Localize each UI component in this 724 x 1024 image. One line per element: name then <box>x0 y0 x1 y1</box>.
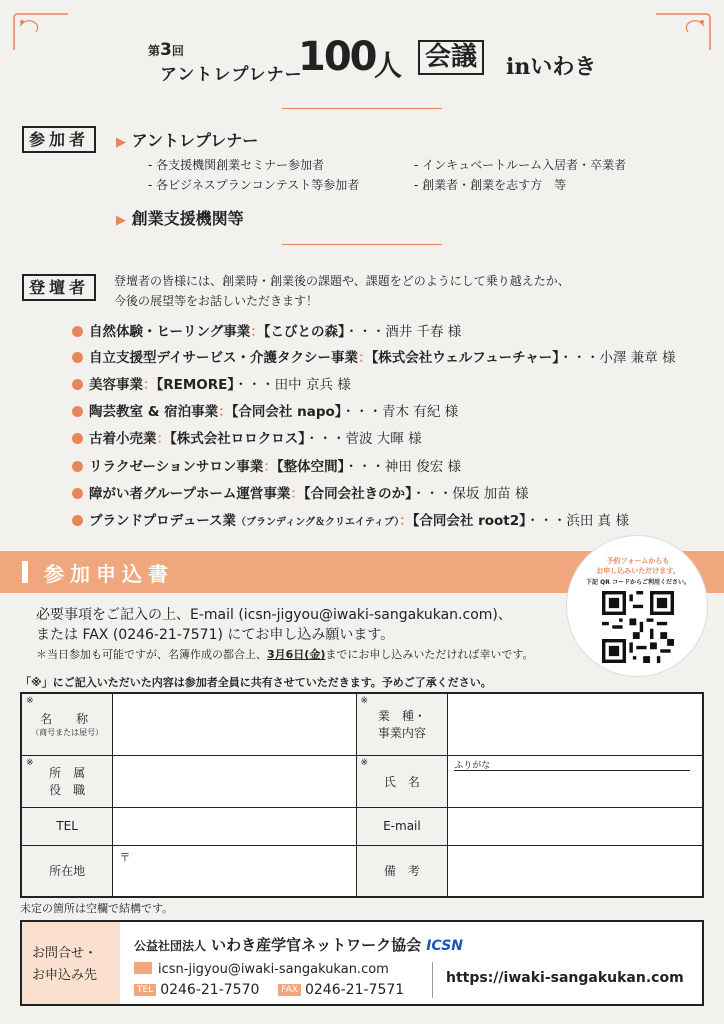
furigana-label: ふりがな <box>454 760 491 771</box>
application-title: 参加申込書 <box>44 562 174 586</box>
bullet-icon <box>72 406 83 417</box>
speakers-intro-2: 今後の展望等をお話しいただきます！ <box>114 294 319 308</box>
bullet-icon <box>72 326 83 337</box>
edition-label: 第3回 <box>148 40 184 60</box>
contact-label-2: お申込み先 <box>32 968 98 983</box>
contact-phone: TEL 0246-21-7570 FAX 0246-21-7571 <box>134 982 404 998</box>
tel-label: TEL <box>21 807 113 845</box>
speaker-item: リラクゼーションサロン事業：【整体空間】・・・神田 俊宏 様 <box>72 455 461 475</box>
address-field[interactable] <box>113 845 356 897</box>
affiliation-field[interactable] <box>113 755 356 807</box>
address-label: 所在地 <box>21 845 113 897</box>
qr-text-1: 予約フォームからも <box>606 557 670 565</box>
title-city: inいわき <box>506 54 597 80</box>
qr-text-3: 下記 QR コードからご利用ください。 <box>586 579 690 586</box>
person-name-label: ※ 氏 名 <box>356 755 448 807</box>
participant-item: - 各支援機関創業セミナー参加者 <box>148 158 325 172</box>
email-label: E-mail <box>356 807 448 845</box>
participants-group2: ▶ 創業支援機関等 <box>116 209 244 228</box>
bullet-icon <box>72 488 83 499</box>
title-boxed-kaigi: 会議 <box>418 40 484 75</box>
application-line-1: 必要事項をご記入の上、E-mail (icsn-jigyou@iwaki-sangakukan.com)、 <box>36 607 512 623</box>
qr-callout <box>566 535 708 677</box>
form-footnote: 未定の箇所は空欄で結構です。 <box>20 902 174 915</box>
fax-badge: FAX <box>278 984 301 996</box>
divider <box>282 244 442 245</box>
title-number: 100 <box>298 34 376 80</box>
name-label: ※ 名 称 （商号または屋号） <box>21 693 113 755</box>
application-note: ＊当日参加も可能ですが、名簿作成の都合上、3月6日(金)までにお申し込みいただければ幸いです。 <box>36 648 534 661</box>
speaker-item: 陶芸教室 & 宿泊事業：【合同会社 napo】・・・青木 有紀 様 <box>72 400 458 420</box>
furigana-line <box>454 770 690 771</box>
band-bar <box>22 561 28 583</box>
speaker-item: ブランドプロデュース業（ブランディング＆クリエイティブ）：【合同会社 root2】・・・浜田 真 様 <box>72 509 629 529</box>
share-note: 「※」にご記入いただいた内容は参加者全員に共有させていただきます。予めご了承ください。 <box>20 676 492 689</box>
contact-email[interactable]: icsn-jigyou@iwaki-sangakukan.com <box>134 962 389 977</box>
event-title <box>148 30 608 90</box>
contact-url[interactable]: https://iwaki-sangakukan.com <box>446 970 684 986</box>
application-form <box>20 692 704 898</box>
industry-field[interactable] <box>448 693 703 755</box>
speaker-item: 古着小売業：【株式会社ロロクロス】・・・菅波 大暉 様 <box>72 427 422 447</box>
participants-label: 参加者 <box>22 126 96 153</box>
tel-badge: TEL <box>134 984 156 996</box>
speaker-item: 自立支援型デイサービス・介護タクシー事業：【株式会社ウェルフューチャー】・・・小澤 兼章 様 <box>72 346 676 366</box>
title-people: 人 <box>374 49 403 82</box>
speaker-item: 自然体験・ヒーリング事業：【こびとの森】・・・酒井 千春 様 <box>72 320 461 340</box>
postal-mark: 〒 <box>119 850 131 864</box>
bullet-icon <box>72 433 83 444</box>
mail-icon <box>134 962 152 974</box>
bullet-icon <box>72 352 83 363</box>
remarks-field[interactable] <box>448 845 703 897</box>
contact-label-1: お問合せ・ <box>32 946 98 961</box>
contact-label-area <box>22 922 120 1004</box>
email-field[interactable] <box>448 807 703 845</box>
name-field[interactable] <box>113 693 356 755</box>
icsn-logo: ICSN <box>426 938 464 954</box>
speakers-label: 登壇者 <box>22 274 96 301</box>
application-line-2: または FAX (0246-21-7571) にてお申し込み願います。 <box>36 627 395 643</box>
contact-box <box>20 920 704 1006</box>
bullet-icon <box>72 379 83 390</box>
industry-label: ※ 業 種・ 事業内容 <box>356 693 448 755</box>
affiliation-label: ※ 所 属 役 職 <box>21 755 113 807</box>
contact-divider <box>432 962 433 998</box>
participant-item: - 各ビジネスプランコンテスト等参加者 <box>148 178 360 192</box>
qr-text-2: お申し込みいただけます。 <box>596 567 680 575</box>
corner-ornament-icon <box>654 12 712 52</box>
contact-org: 公益社団法人 いわき産学官ネットワーク協会 ICSN <box>134 936 464 954</box>
speaker-item: 美容事業：【REMORE】・・・田中 京兵 様 <box>72 373 351 393</box>
speaker-item: 障がい者グループホーム運営事業：【合同会社きのか】・・・保坂 加苗 様 <box>72 482 529 502</box>
speakers-intro-1: 登壇者の皆様には、創業時・創業後の課題や、課題をどのようにして乗り越えたか、 <box>114 274 570 288</box>
qr-code-icon[interactable] <box>602 591 674 663</box>
corner-ornament-icon <box>12 12 70 52</box>
participant-item: - 創業者・創業を志す方 等 <box>414 178 567 192</box>
participants-group1: ▶ アントレプレナー <box>116 131 259 150</box>
title-entrepreneur: アントレプレナー <box>160 65 303 85</box>
bullet-icon <box>72 515 83 526</box>
divider <box>282 108 442 109</box>
person-name-field[interactable] <box>448 755 703 807</box>
bullet-icon <box>72 461 83 472</box>
participant-item: - インキュベートルーム入居者・卒業者 <box>414 158 627 172</box>
tel-field[interactable] <box>113 807 356 845</box>
remarks-label: 備 考 <box>356 845 448 897</box>
